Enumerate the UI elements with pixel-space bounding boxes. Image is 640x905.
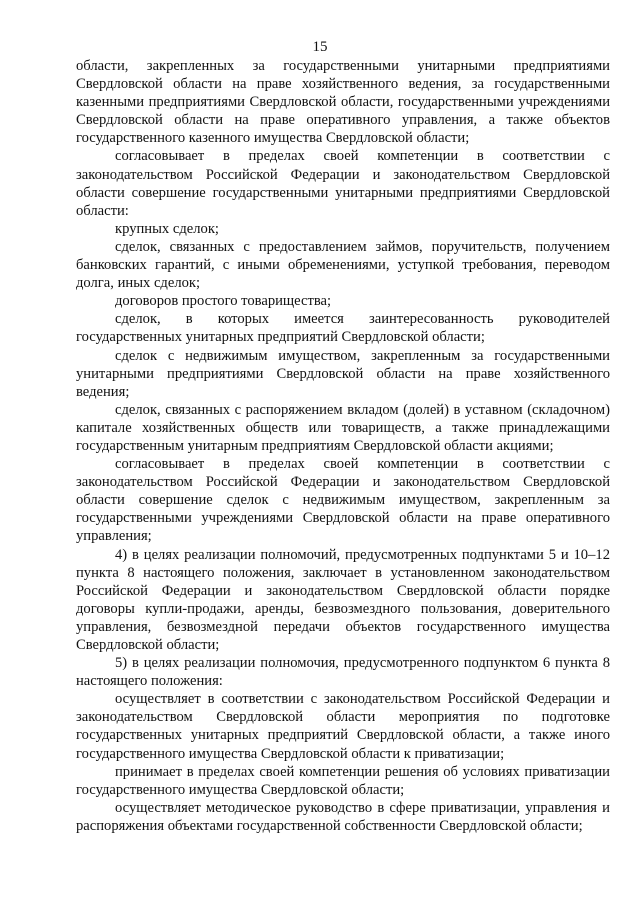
paragraph: сделок, связанных с предоставлением займов, поручительств, получением банковских гарантий, с иными обременениями, уступкой требования, переводом долга, иных сделок;: [76, 238, 610, 292]
paragraph: области, закрепленных за государственными унитарными предприятиями Свердловской области на праве хозяйственного ведения, за государственными казенными предприятиями Свердловской области, государственными учреждениями Свердловской области на праве оперативного управления, а также объектов государственного казенного имущества Свердловской области;: [76, 58, 610, 147]
paragraph: осуществляет методическое руководство в сфере приватизации, управления и распоряжения объектами государственной собственности Свердловской области;: [76, 799, 610, 834]
paragraph: сделок, в которых имеется заинтересованность руководителей государственных унитарных предприятий Свердловской области;: [76, 311, 610, 346]
paragraph: 4) в целях реализации полномочий, предусмотренных подпунктами 5 и 10–12 пункта 8 настоящего положения, заключает в установленном законодательством Российской Федерации и законодательством Свердловской области порядке договоры купли-продажи, аренды, безвозмездного пользования, доверительного управления, безвозмездной передачи объектов государственного имущества Свердловской области;: [76, 546, 610, 653]
paragraph: крупных сделок;: [115, 220, 219, 237]
paragraph: принимает в пределах своей компетенции решения об условиях приватизации государственного имущества Свердловской области;: [76, 763, 610, 798]
paragraph: 5) в целях реализации полномочия, предусмотренного подпунктом 6 пункта 8 настоящего положения:: [76, 655, 610, 690]
paragraph: осуществляет в соответствии с законодательством Российской Федерации и законодательством Свердловской области мероприятия по подготовке государственных унитарных предприятий Свердловской области, а также иного государственного имущества Свердловской области к приватизации;: [76, 691, 610, 762]
page-number: 15: [312, 39, 328, 55]
document-body: [76, 57, 610, 835]
paragraph: согласовывает в пределах своей компетенции в соответствии с законодательством Российской Федерации и законодательством Свердловской области совершение сделок с недвижимым имуществом, закрепленным за государственными учреждениями Свердловской области на праве оперативного управления;: [76, 456, 610, 545]
paragraph: сделок с недвижимым имуществом, закрепленным за государственными унитарными предприятиями Свердловской области на праве хозяйственного ведения;: [76, 347, 610, 400]
paragraph: договоров простого товарищества;: [115, 293, 332, 310]
paragraph: сделок, связанных с распоряжением вкладом (долей) в уставном (складочном) капитале хозяйственных обществ или товариществ, а также принадлежащими государственным унитарным предприятиям Свердловской области акциями;: [76, 401, 610, 454]
paragraph: согласовывает в пределах своей компетенции в соответствии с законодательством Российской Федерации и законодательством Свердловской области совершение государственными унитарными предприятиями Свердловской области:: [76, 148, 610, 219]
